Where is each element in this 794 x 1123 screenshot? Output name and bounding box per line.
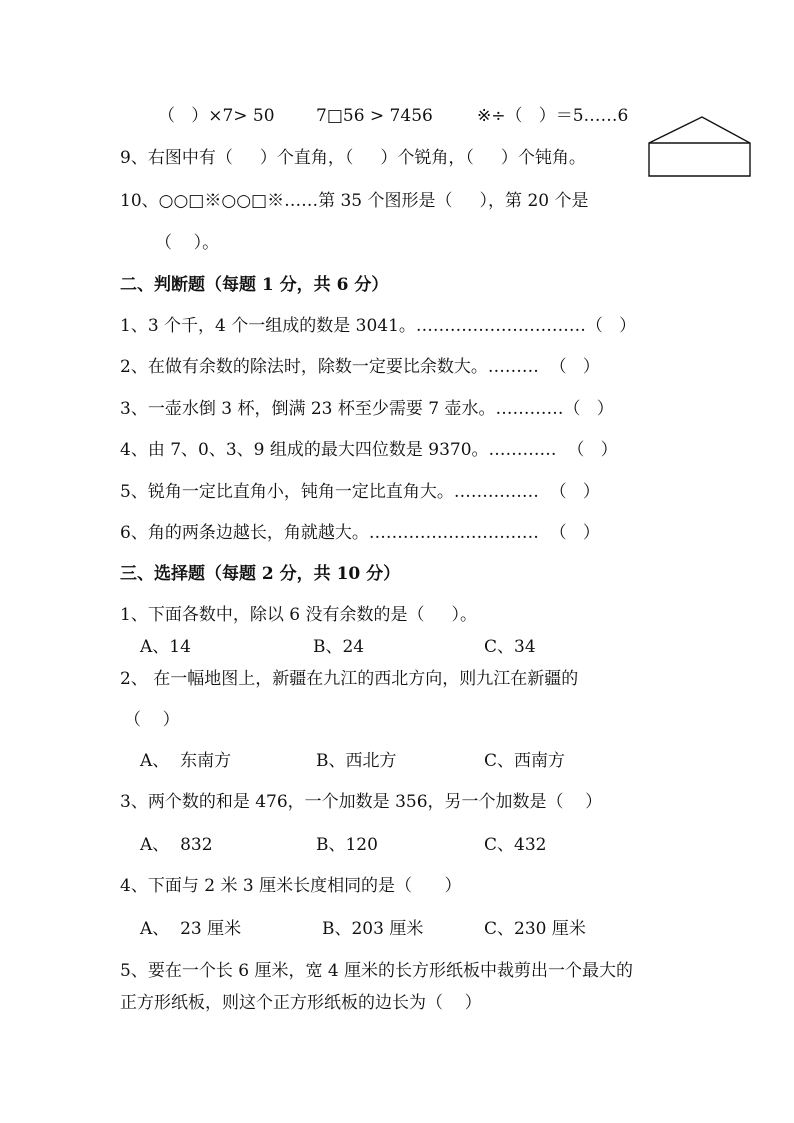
choice-1-option-b: B、24: [313, 637, 365, 657]
choice-4-option-a: A、 23 厘米: [140, 919, 242, 939]
judge-item: 6、角的两条边越长，角就越大。………………………… （ ）: [120, 523, 600, 543]
judge-item: 2、在做有余数的除法时，除数一定要比余数大。……… （ ）: [120, 357, 600, 377]
house-shape-outline: [649, 117, 750, 176]
choice-3-option-a: A、 832: [140, 835, 213, 855]
choice-question-5: 5、要在一个长 6 厘米，宽 4 厘米的长方形纸板中裁剪出一个最大的: [120, 961, 634, 981]
choice-question-4: 4、下面与 2 米 3 厘米长度相同的是（ ）: [120, 876, 462, 896]
choice-question-5-continued: 正方形纸板，则这个正方形纸板的边长为（ ）: [120, 993, 482, 1013]
judge-item: 3、一壶水倒 3 杯，倒满 23 杯至少需要 7 壶水。…………（ ）: [120, 399, 614, 419]
choice-4-option-c: C、230 厘米: [484, 919, 586, 939]
choice-question-1: 1、下面各数中，除以 6 没有余数的是（ ）。: [120, 605, 477, 625]
fill-row8-c: ※÷（ ）＝5……6: [477, 106, 629, 126]
choice-question-2: 2、 在一幅地图上，新疆在九江的西北方向，则九江在新疆的: [120, 669, 579, 689]
choice-2-option-b: B、西北方: [316, 751, 397, 771]
fill-question-9: 9、右图中有（ ）个直角，（ ）个锐角，（ ）个钝角。: [120, 148, 586, 168]
section-heading-choice: 三、选择题（每题 2 分，共 10 分）: [120, 564, 401, 584]
fill-row8-a: （ ）×7> 50: [158, 106, 275, 126]
choice-1-option-a: A、14: [140, 637, 191, 657]
judge-item: 4、由 7、0、3、9 组成的最大四位数是 9370。………… （ ）: [120, 440, 618, 460]
house-shape-figure: [648, 114, 752, 178]
choice-3-option-c: C、432: [484, 835, 547, 855]
choice-2-option-c: C、西南方: [484, 751, 566, 771]
choice-question-3: 3、两个数的和是 476，一个加数是 356，另一个加数是（ ）: [120, 792, 603, 812]
choice-4-option-b: B、203 厘米: [322, 919, 424, 939]
judge-item: 5、锐角一定比直角小，钝角一定比直角大。…………… （ ）: [120, 482, 600, 502]
judge-item: 1、3 个千，4 个一组成的数是 3041。…………………………（ ）: [120, 316, 637, 336]
choice-question-2-continued: （ ）: [124, 710, 180, 730]
section-heading-judge: 二、判断题（每题 1 分，共 6 分）: [120, 275, 389, 295]
fill-row8-b: 7□56 > 7456: [316, 106, 433, 126]
fill-question-10: 10、○○□※○○□※……第 35 个图形是（ ），第 20 个是: [120, 191, 589, 211]
choice-1-option-c: C、34: [484, 637, 536, 657]
choice-3-option-b: B、120: [316, 835, 378, 855]
choice-2-option-a: A、 东南方: [140, 751, 232, 771]
fill-question-10-continued: （ ）。: [155, 233, 220, 253]
